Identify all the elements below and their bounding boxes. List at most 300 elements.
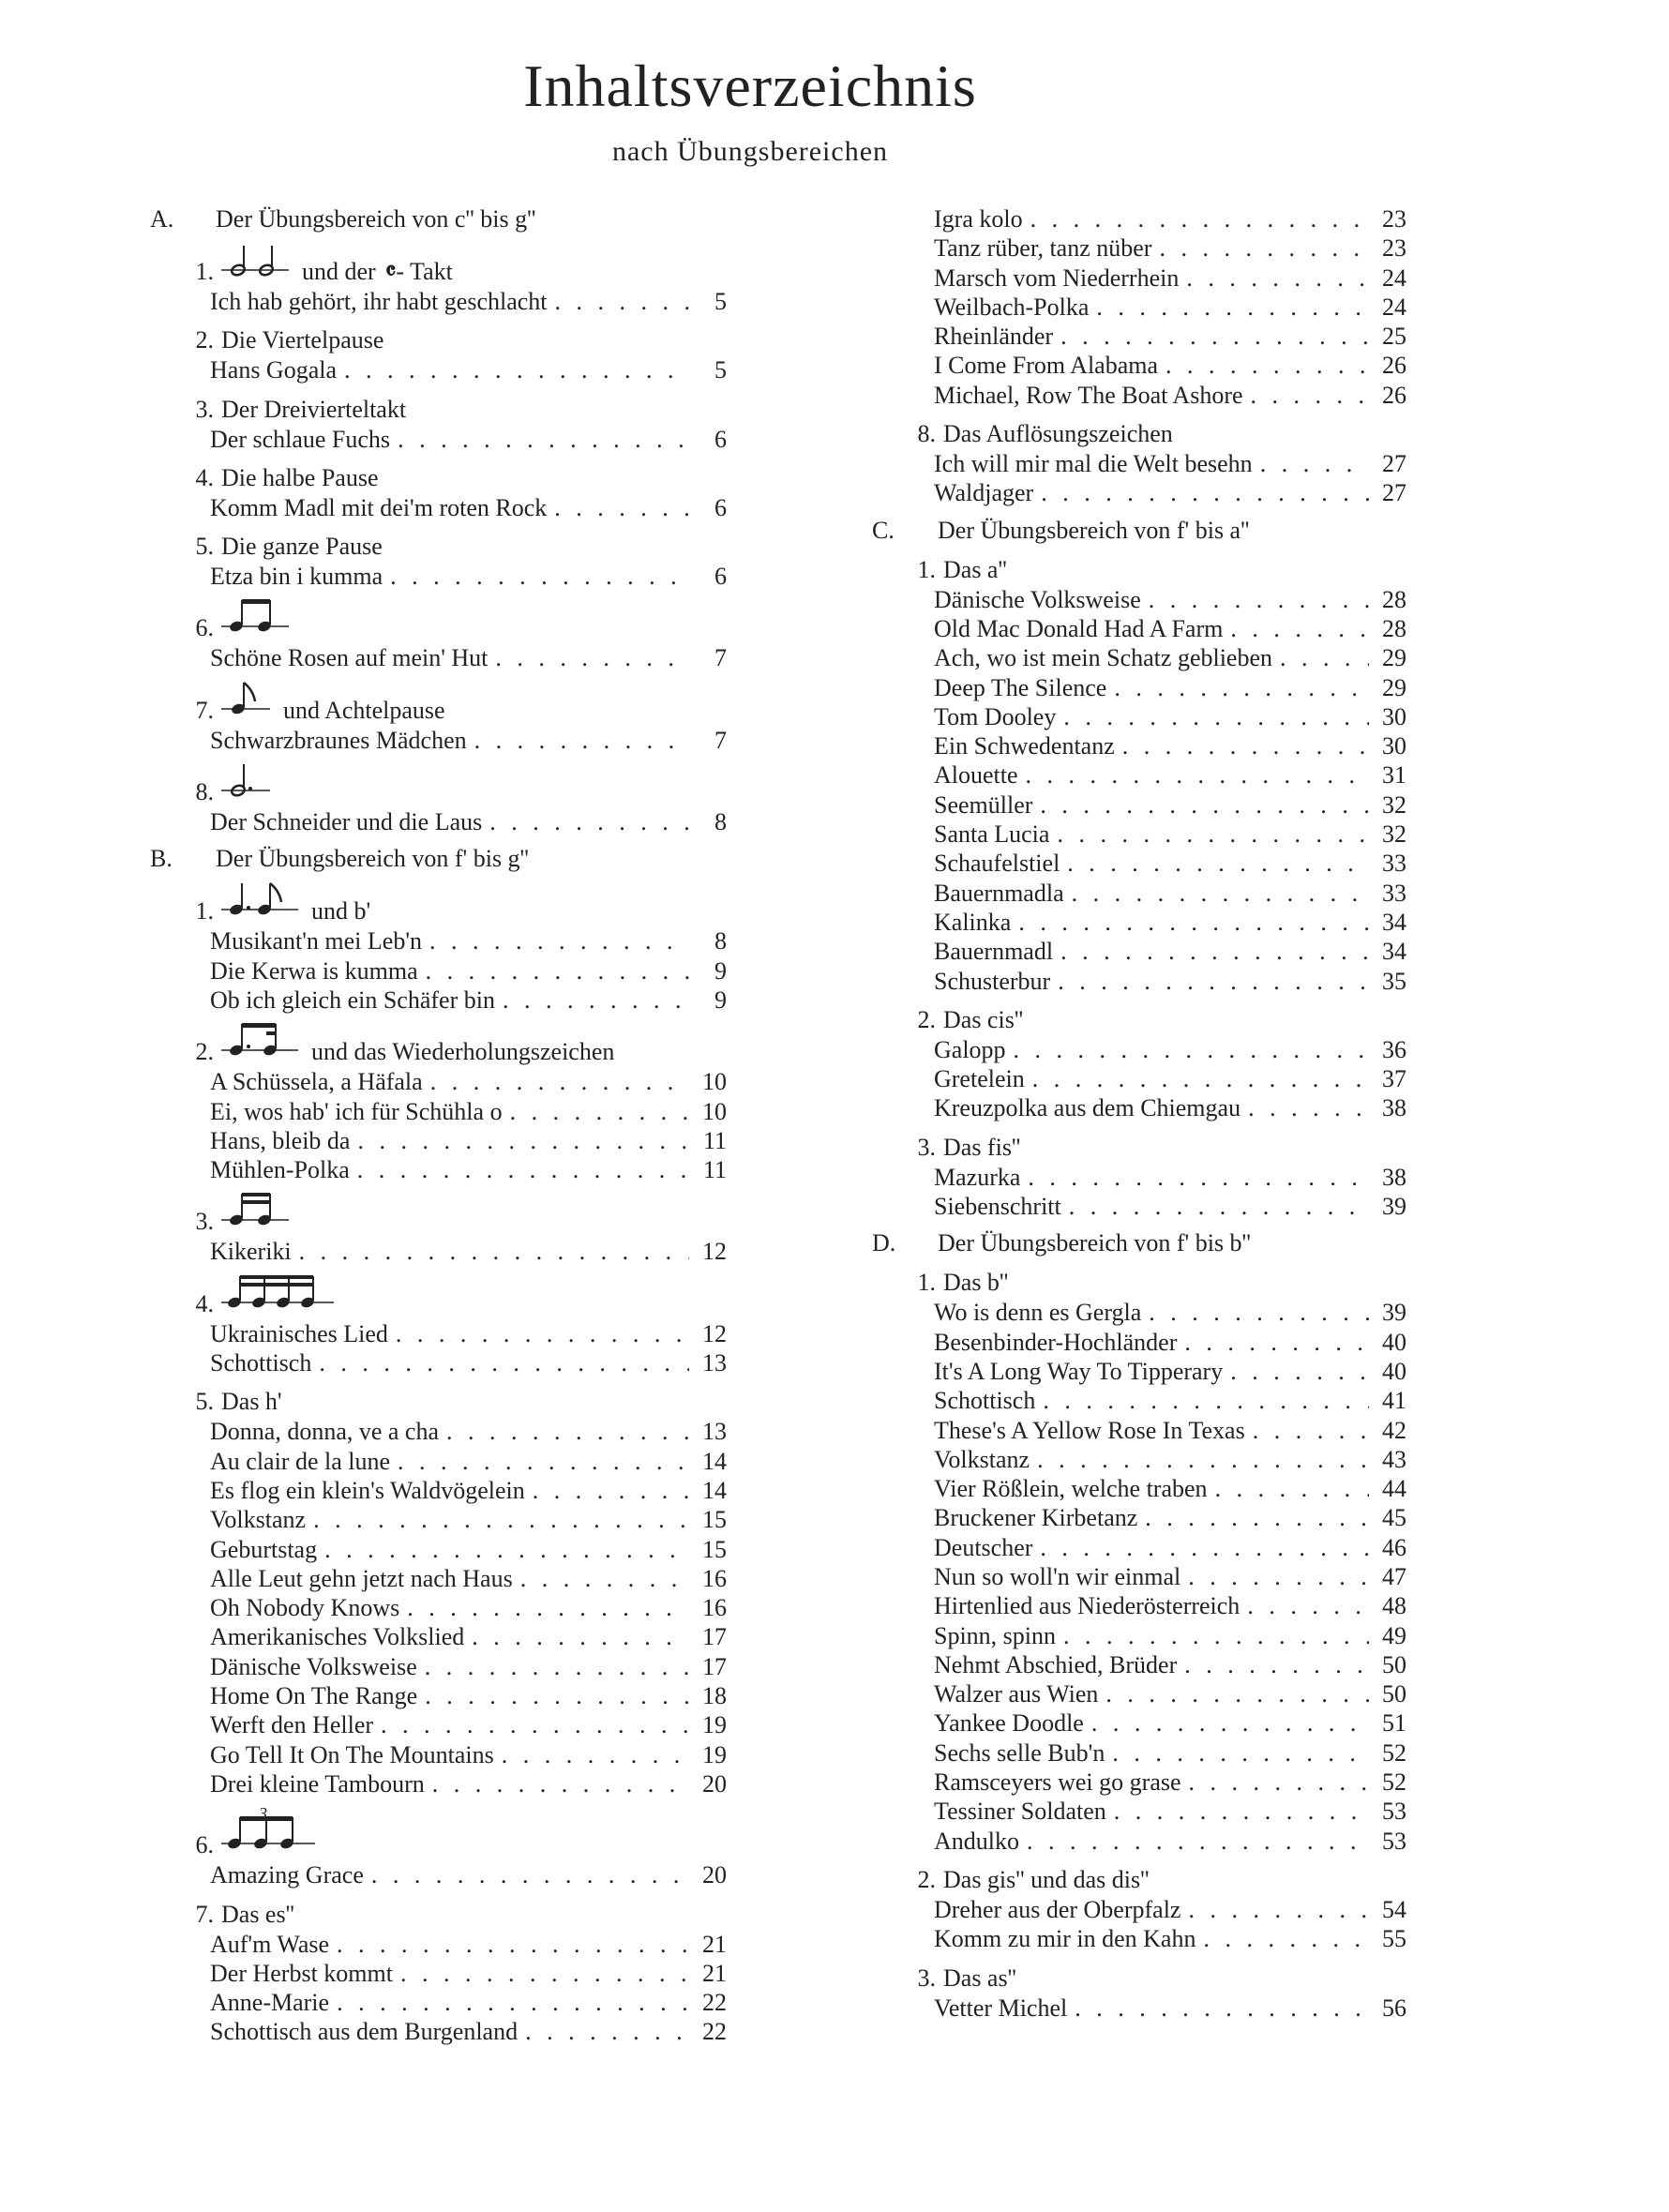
subsection-heading: [872, 1268, 1406, 1298]
entry-page: 49: [1382, 1621, 1406, 1649]
entry-title: Auf'm Wase: [210, 1930, 330, 1958]
subsection-heading: [150, 1276, 727, 1319]
subsection-label: Das fis'': [943, 1133, 1021, 1161]
entry-title: Marsch vom Niederrhein: [934, 263, 1180, 292]
entry-page: 29: [1382, 644, 1406, 672]
triplet-icon: [221, 1802, 315, 1860]
dot-leader: [1025, 1064, 1369, 1093]
subsection-heading: [150, 532, 727, 562]
subsection-heading: [872, 1133, 1406, 1163]
toc-entry: [872, 1416, 1406, 1445]
subsection-label: und Achtelpause: [283, 696, 445, 724]
toc-entry: [872, 1298, 1406, 1327]
dotted-quarter-eighth-icon: [221, 878, 298, 926]
entry-page: 15: [702, 1506, 727, 1534]
dot-leader: [1106, 673, 1369, 702]
entry-title: Santa Lucia: [934, 820, 1050, 849]
toc-entry: [872, 1064, 1406, 1093]
toc-entry: [872, 1562, 1406, 1591]
toc-entry: [150, 1348, 727, 1377]
toc-entry: [872, 937, 1406, 966]
subsection-heading: [150, 683, 727, 726]
dot-leader: [1240, 1093, 1369, 1122]
entry-title: Dreher aus der Oberpfalz: [934, 1895, 1181, 1923]
subsection-number: 1.: [917, 555, 936, 583]
entry-title: Ukrainisches Lied: [210, 1319, 388, 1347]
entry-title: Schwarzbraunes Mädchen: [210, 726, 467, 754]
subsection-heading: [150, 1387, 727, 1417]
toc-entry: [150, 562, 727, 591]
entry-title: Waldjager: [934, 479, 1034, 507]
entry-title: Musikant'n mei Leb'n: [210, 927, 423, 956]
toc-entry: [872, 643, 1406, 672]
entry-title: Komm Madl mit dei'm roten Rock: [210, 493, 548, 521]
dot-leader: [1033, 478, 1369, 507]
entry-page: 10: [702, 1097, 727, 1125]
entry-title: Weilbach-Polka: [934, 293, 1090, 321]
entry-page: 16: [702, 1564, 727, 1592]
sixteenth-pair-icon: [221, 1188, 289, 1237]
subsection-label: Das as'': [943, 1964, 1016, 1992]
entry-title: Amerikanisches Volkslied: [210, 1623, 465, 1651]
toc-entry: [150, 493, 727, 522]
dot-leader: [317, 1535, 689, 1564]
subsection-label: Das gis'' und das dis'': [943, 1865, 1150, 1893]
entry-title: Igra kolo: [934, 205, 1023, 233]
dot-leader: [418, 956, 689, 986]
entry-page: 50: [1382, 1650, 1406, 1678]
dot-leader: [1032, 790, 1369, 820]
dot-leader: [1053, 937, 1369, 966]
subsection-number: 6.: [195, 614, 214, 642]
toc-entry: [150, 1237, 727, 1266]
entry-title: Ein Schwedentanz: [934, 732, 1115, 760]
subsection-heading: [150, 1900, 727, 1930]
toc-entry: [150, 1860, 727, 1889]
subsection-label: Die Viertelpause: [221, 326, 384, 354]
subsection-number: 4.: [195, 1289, 214, 1317]
toc-entry: [872, 1533, 1406, 1562]
entry-title: Spinn, spinn: [934, 1621, 1057, 1649]
subsection-number: 3.: [195, 1208, 214, 1236]
entry-title: Volkstanz: [210, 1506, 307, 1534]
entry-title: Schaufelstiel: [934, 850, 1060, 878]
entry-title: Volkstanz: [934, 1445, 1030, 1473]
toc-entry: [872, 673, 1406, 702]
subsection-label: Das a'': [943, 555, 1007, 583]
dot-leader: [399, 1593, 689, 1622]
entry-title: Ei, wos hab' ich für Schühla o: [210, 1097, 503, 1125]
entry-title: Komm zu mir in den Kahn: [934, 1925, 1196, 1953]
entry-page: 6: [714, 493, 727, 521]
subsection-number: 3.: [195, 395, 214, 423]
dot-leader: [1011, 908, 1369, 937]
toc-entry: [150, 1740, 727, 1769]
subsection-heading: [150, 244, 727, 287]
entry-page: 14: [702, 1447, 727, 1475]
entry-title: Yankee Doodle: [934, 1709, 1084, 1738]
entry-title: Der Herbst kommt: [210, 1959, 393, 1987]
entry-page: 33: [1382, 850, 1406, 878]
entry-page: 23: [1382, 205, 1406, 233]
toc-entry: [150, 287, 727, 316]
subsection-heading: [150, 1804, 727, 1860]
toc-entry: [872, 1994, 1406, 2023]
entry-title: Dänische Volksweise: [210, 1652, 417, 1680]
entry-title: Galopp: [934, 1035, 1006, 1063]
entry-page: 7: [714, 726, 727, 754]
subsection-heading: [150, 883, 727, 926]
entry-title: Schöne Rosen auf mein' Hut: [210, 644, 489, 672]
dot-leader: [525, 1476, 689, 1505]
entry-page: 30: [1382, 702, 1406, 730]
entry-page: 23: [1382, 234, 1406, 263]
entry-title: Die Kerwa is kumma: [210, 956, 418, 985]
dot-leader: [383, 562, 689, 591]
entry-title: Werft den Heller: [210, 1711, 374, 1739]
dot-leader: [482, 807, 689, 836]
dot-leader: [1195, 1924, 1369, 1953]
section-heading: [872, 516, 1406, 546]
entry-page: 41: [1382, 1387, 1406, 1415]
toc-column-left: [150, 204, 727, 2047]
subsection-number: 6.: [195, 1831, 214, 1859]
dot-leader: [417, 1652, 689, 1681]
dotted-half-icon: [221, 759, 270, 807]
dot-leader: [1141, 585, 1369, 614]
toc-entry: [150, 1930, 727, 1959]
toc-entry: [872, 908, 1406, 937]
subsection-number: 4.: [195, 463, 214, 491]
entry-page: 45: [1382, 1504, 1406, 1532]
dot-leader: [1223, 1357, 1369, 1386]
dot-leader: [350, 1155, 689, 1184]
subsection-number: 5.: [195, 533, 214, 561]
entry-title: Hans Gogala: [210, 356, 338, 384]
entry-title: Schottisch: [210, 1349, 312, 1377]
entry-page: 52: [1382, 1768, 1406, 1797]
toc-entry: [872, 1621, 1406, 1650]
subsection-heading: [150, 463, 727, 493]
dot-leader: [488, 643, 689, 672]
subsection-number: 2.: [917, 1005, 936, 1033]
toc-entry: [150, 956, 727, 986]
dot-leader: [329, 1930, 689, 1959]
entry-title: Schottisch: [934, 1387, 1036, 1415]
toc-entry: [150, 425, 727, 454]
entry-title: Deep The Silence: [934, 673, 1107, 701]
entry-page: 11: [702, 1156, 727, 1184]
dot-leader: [494, 1740, 689, 1769]
subsection-heading: [872, 419, 1406, 449]
subsection-heading: [150, 395, 727, 425]
entry-page: 18: [702, 1682, 727, 1710]
dot-leader: [1240, 1591, 1369, 1620]
dot-leader: [1208, 1474, 1369, 1503]
entry-page: 26: [1382, 352, 1406, 380]
dot-leader: [1141, 1298, 1369, 1327]
entry-page: 53: [1382, 1827, 1406, 1855]
entry-page: 34: [1382, 908, 1406, 936]
toc-entry: [872, 233, 1406, 263]
dot-leader: [1245, 1416, 1369, 1445]
entry-page: 22: [702, 1989, 727, 2017]
dot-leader: [422, 926, 689, 956]
subsection-number: 7.: [195, 1900, 214, 1928]
dot-leader: [1032, 1533, 1369, 1562]
eighth-note-icon: [221, 677, 270, 726]
toc-entry: [872, 1093, 1406, 1122]
subsection-heading: [872, 1964, 1406, 1994]
dot-leader: [1098, 1679, 1369, 1708]
entry-page: 22: [702, 2018, 727, 2046]
half-notes-icon: [221, 242, 289, 287]
entry-page: 12: [702, 1238, 727, 1266]
dot-leader: [1064, 879, 1369, 908]
entry-title: Deutscher: [934, 1533, 1033, 1561]
dotted-eighth-sixteenth-icon: [221, 1018, 298, 1067]
dot-leader: [373, 1710, 689, 1739]
entry-page: 19: [702, 1740, 727, 1768]
dot-leader: [1018, 760, 1369, 790]
dot-leader: [1243, 381, 1369, 410]
toc-entry: [872, 1924, 1406, 1953]
toc-entry: [150, 1067, 727, 1096]
entry-title: Oh Nobody Knows: [210, 1594, 400, 1622]
entry-page: 19: [702, 1711, 727, 1739]
toc-entry: [872, 849, 1406, 878]
entry-page: 39: [1382, 1299, 1406, 1327]
entry-title: Tessiner Soldaten: [934, 1798, 1106, 1826]
toc-entry: [150, 1959, 727, 1988]
toc-entry: [872, 1650, 1406, 1679]
toc-entry: [872, 1679, 1406, 1708]
subsection-number: 3.: [917, 1964, 936, 1992]
entry-page: 39: [1382, 1193, 1406, 1221]
entry-page: 9: [714, 956, 727, 985]
entry-page: 50: [1382, 1680, 1406, 1708]
subsection-label: Das es'': [221, 1900, 294, 1928]
subsection-number: 2.: [917, 1865, 936, 1893]
subsection-suffix: - Takt: [396, 258, 453, 285]
subsection-label: Das h': [221, 1388, 282, 1416]
entry-title: Alouette: [934, 761, 1018, 790]
toc-entry: [150, 1988, 727, 2017]
dot-leader: [1019, 1827, 1369, 1856]
entry-page: 36: [1382, 1035, 1406, 1063]
entry-title: Mühlen-Polka: [210, 1156, 350, 1184]
entry-title: Etza bin i kumma: [210, 563, 383, 591]
entry-title: Bauernmadl: [934, 938, 1054, 966]
subsection-heading: [872, 1005, 1406, 1035]
entry-page: 46: [1382, 1533, 1406, 1561]
dot-leader: [1067, 1994, 1369, 2023]
eighth-pair-icon: [221, 594, 289, 643]
entry-page: 13: [702, 1349, 727, 1377]
toc-entry: [872, 820, 1406, 849]
toc-entry: [150, 726, 727, 755]
toc-entry: [872, 614, 1406, 643]
entry-page: 16: [702, 1594, 727, 1622]
subsection-heading: [150, 325, 727, 355]
entry-title: Mazurka: [934, 1163, 1021, 1191]
entry-title: Geburtstag: [210, 1535, 318, 1563]
entry-title: Rheinländer: [934, 323, 1054, 351]
subsection-label: Das b'': [943, 1269, 1009, 1297]
dot-leader: [1020, 1163, 1369, 1192]
entry-title: Anne-Marie: [210, 1989, 330, 2017]
entry-title: Drei kleine Tambourn: [210, 1769, 425, 1798]
page-subtitle: nach Übungsbereichen: [611, 136, 889, 167]
entry-title: Hans, bleib da: [210, 1126, 351, 1154]
subsection-label: Das Auflösungszeichen: [943, 420, 1173, 448]
sixteenth-group-icon: [221, 1271, 334, 1319]
entry-title: Ramsceyers wei go grase: [934, 1768, 1181, 1797]
entry-title: Kalinka: [934, 908, 1012, 936]
entry-page: 34: [1382, 938, 1406, 966]
entry-title: Nun so woll'n wir einmal: [934, 1562, 1181, 1590]
dot-leader: [1105, 1738, 1369, 1768]
dot-leader: [439, 1417, 689, 1446]
dot-leader: [292, 1237, 689, 1266]
entry-title: These's A Yellow Rose In Texas: [934, 1416, 1245, 1444]
entry-title: Schottisch aus dem Burgenland: [210, 2018, 519, 2046]
section-letter: A.: [150, 205, 174, 233]
dot-leader: [518, 2017, 689, 2046]
entry-title: Sechs selle Bub'n: [934, 1738, 1105, 1767]
entry-title: Der schlaue Fuchs: [210, 425, 391, 453]
entry-page: 20: [702, 1769, 727, 1798]
toc-entry: [150, 1622, 727, 1651]
entry-page: 43: [1382, 1445, 1406, 1473]
section-label: Der Übungsbereich von f' bis g'': [216, 845, 529, 873]
entry-title: Andulko: [934, 1827, 1019, 1855]
toc-entry: [150, 1476, 727, 1505]
entry-title: Ob ich gleich ein Schäfer bin: [210, 986, 495, 1014]
entry-title: Bauernmadla: [934, 879, 1064, 907]
entry-page: 6: [714, 425, 727, 453]
entry-page: 35: [1382, 967, 1406, 995]
entry-title: Amazing Grace: [210, 1861, 364, 1889]
entry-title: Walzer aus Wien: [934, 1680, 1099, 1708]
toc-entry: [872, 1386, 1406, 1415]
toc-entry: [872, 760, 1406, 790]
entry-page: 11: [702, 1126, 727, 1154]
section-label: Der Übungsbereich von f' bis a'': [938, 516, 1250, 544]
subsection-number: 2.: [195, 326, 214, 354]
entry-title: Siebenschritt: [934, 1193, 1061, 1221]
subsection-heading: [150, 1194, 727, 1237]
dot-leader: [1151, 233, 1369, 263]
dot-leader: [1181, 1768, 1369, 1797]
toc-entry: [872, 731, 1406, 760]
entry-page: 51: [1382, 1709, 1406, 1738]
toc-entry: [150, 1319, 727, 1348]
entry-page: 32: [1382, 820, 1406, 849]
toc-entry: [872, 1445, 1406, 1474]
subsection-heading: [872, 1865, 1406, 1895]
section-heading: [872, 1228, 1406, 1258]
entry-page: 12: [702, 1319, 727, 1347]
dot-leader: [467, 726, 689, 755]
entry-title: Ich hab gehört, ihr habt geschlacht: [210, 288, 548, 315]
toc-entry: [150, 1769, 727, 1798]
dot-leader: [1223, 614, 1369, 643]
toc-entry: [872, 1503, 1406, 1532]
section-letter: D.: [872, 1229, 896, 1257]
entry-page: 17: [702, 1623, 727, 1651]
toc-entry: [150, 1505, 727, 1534]
toc-entry: [872, 263, 1406, 293]
toc-entry: [150, 1710, 727, 1739]
toc-entry: [150, 926, 727, 956]
entry-page: 21: [702, 1930, 727, 1958]
entry-title: Kikeriki: [210, 1238, 292, 1266]
entry-page: 9: [714, 986, 727, 1014]
entry-page: 40: [1382, 1357, 1406, 1385]
toc-entry: [872, 702, 1406, 731]
dot-leader: [1049, 820, 1369, 849]
dot-leader: [364, 1860, 689, 1889]
toc-entry: [872, 293, 1406, 322]
section-heading: [150, 204, 727, 234]
section-letter: C.: [872, 516, 895, 544]
toc-entry: [872, 381, 1406, 410]
dot-leader: [417, 1681, 689, 1710]
entry-page: 17: [702, 1652, 727, 1680]
section-label: Der Übungsbereich von f' bis b'': [938, 1229, 1251, 1257]
dot-leader: [329, 1988, 689, 2017]
entry-page: 28: [1382, 585, 1406, 613]
entry-page: 8: [714, 808, 727, 836]
dot-leader: [547, 493, 689, 522]
toc-entry: [872, 1192, 1406, 1221]
subsection-label: Das cis'': [943, 1005, 1024, 1033]
entry-title: Michael, Row The Boat Ashore: [934, 381, 1243, 409]
entry-title: A Schüssela, a Häfala: [210, 1068, 423, 1096]
entry-page: 33: [1382, 879, 1406, 907]
subsection-number: 7.: [195, 696, 214, 724]
entry-page: 21: [702, 1959, 727, 1987]
entry-page: 27: [1382, 450, 1406, 478]
dot-leader: [423, 1067, 689, 1096]
entry-page: 14: [702, 1476, 727, 1504]
entry-title: Es flog ein klein's Waldvögelein: [210, 1476, 525, 1504]
toc-entry: [150, 643, 727, 672]
toc-entry: [872, 1035, 1406, 1064]
toc-entry: [872, 1738, 1406, 1768]
entry-page: 38: [1382, 1094, 1406, 1122]
dot-leader: [1006, 1035, 1369, 1064]
triplet-number: 3: [259, 1804, 267, 1824]
entry-title: Schusterbur: [934, 967, 1051, 995]
entry-title: It's A Long Way To Tipperary: [934, 1357, 1224, 1385]
toc-entry: [872, 585, 1406, 614]
entry-page: 38: [1382, 1163, 1406, 1191]
entry-title: Donna, donna, ve a cha: [210, 1418, 440, 1446]
dot-leader: [513, 1564, 689, 1593]
toc-entry: [150, 986, 727, 1015]
dot-leader: [495, 986, 689, 1015]
toc-entry: [872, 1357, 1406, 1386]
entry-title: Der Schneider und die Laus: [210, 808, 483, 836]
entry-page: 54: [1382, 1895, 1406, 1923]
toc-entry: [150, 355, 727, 384]
dot-leader: [1084, 1708, 1369, 1738]
subsection-label: und b': [311, 897, 371, 925]
toc-entry: [150, 2017, 727, 2046]
entry-title: Tom Dooley: [934, 702, 1057, 730]
